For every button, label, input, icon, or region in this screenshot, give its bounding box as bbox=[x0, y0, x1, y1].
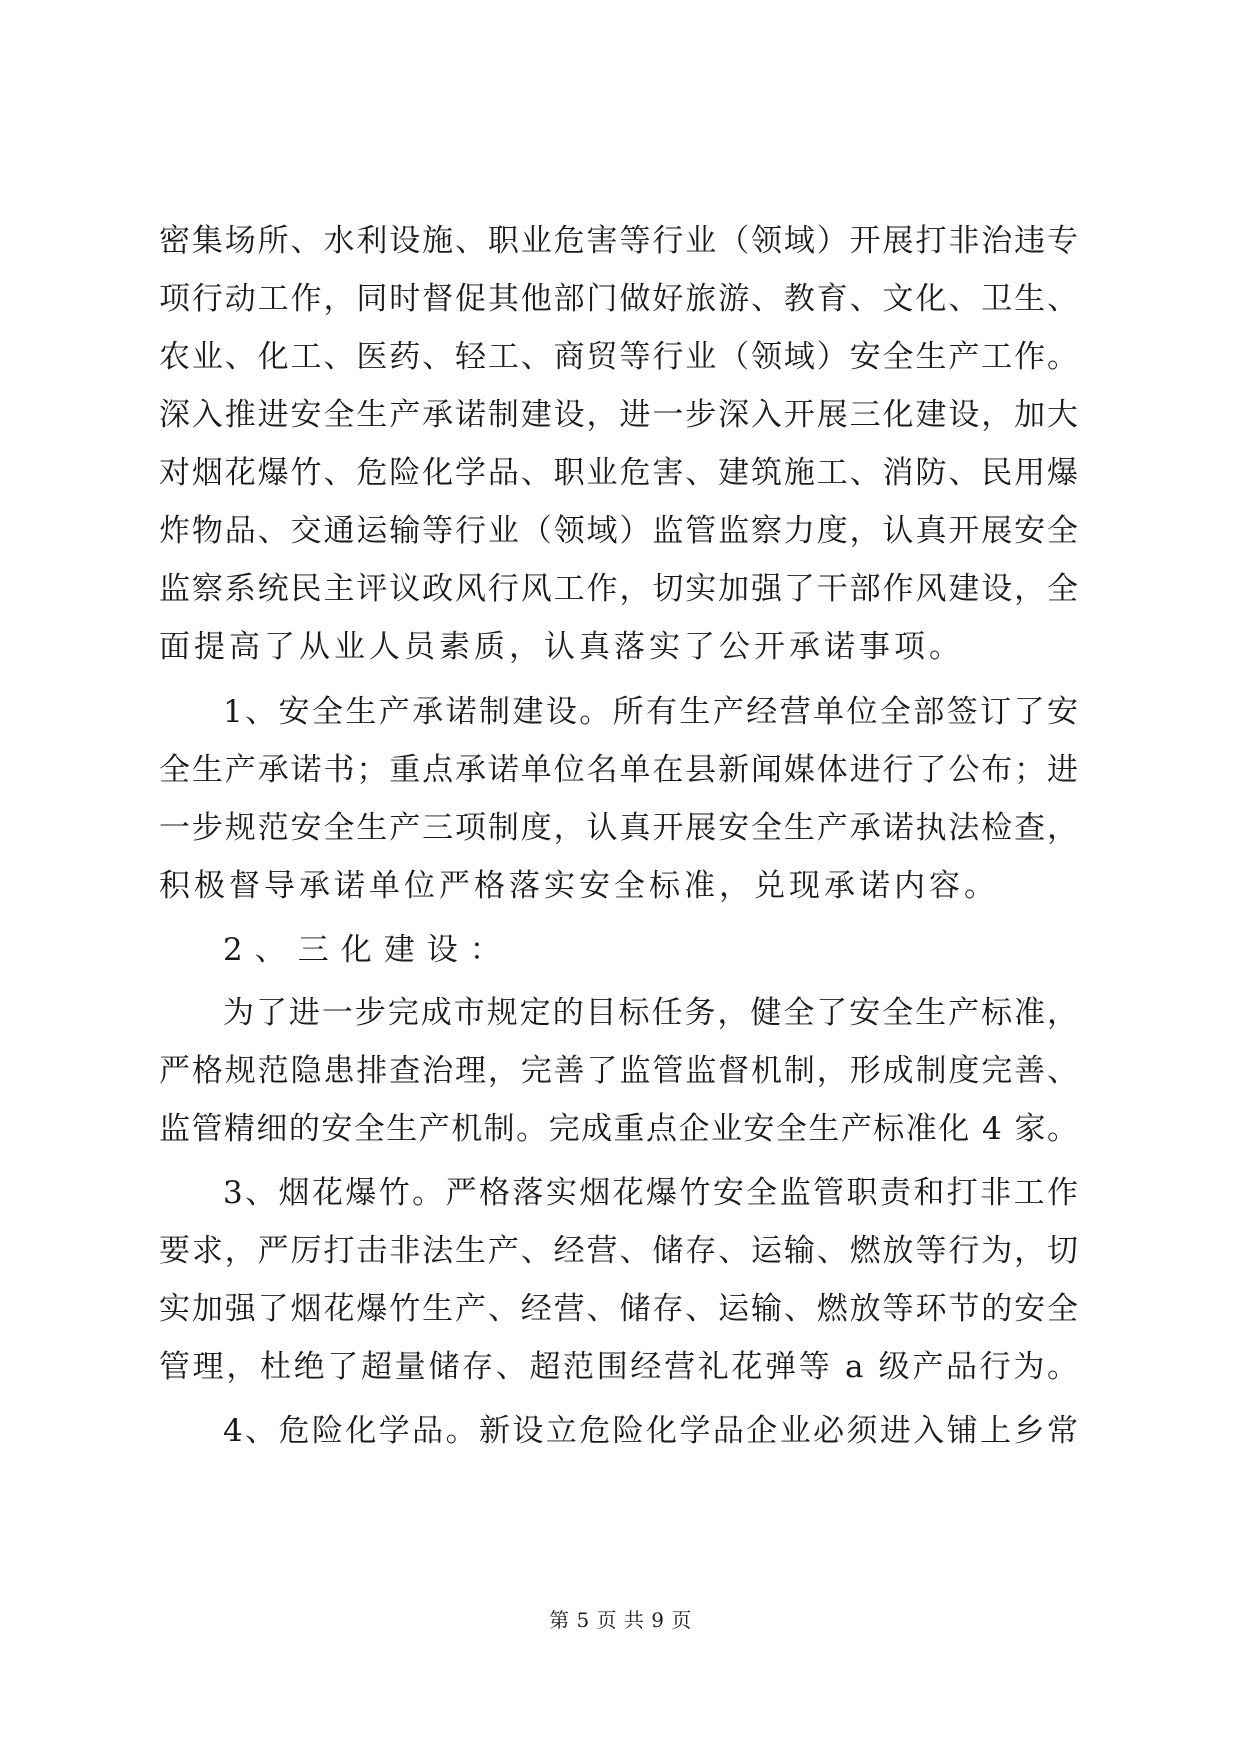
body-line bbox=[0, 269, 1241, 329]
body-line bbox=[0, 798, 1241, 858]
body-line bbox=[0, 211, 1241, 271]
line-text: 全生产承诺书；重点承诺单位名单在县新闻媒体进行了公布；进 bbox=[159, 752, 1080, 788]
body-line bbox=[0, 1163, 1241, 1223]
body-line bbox=[0, 1221, 1241, 1281]
line-text: 密集场所、水利设施、职业危害等行业（领域）开展打非治违专 bbox=[159, 223, 1080, 259]
line-text: 面提高了从业人员素质，认真落实了公开承诺事项。 bbox=[159, 629, 964, 665]
body-line bbox=[0, 559, 1241, 619]
body-line bbox=[0, 501, 1241, 561]
body-line bbox=[0, 1279, 1241, 1339]
body-line bbox=[0, 856, 1241, 916]
body-line bbox=[0, 983, 1241, 1043]
line-text: 深入推进安全生产承诺制建设，进一步深入开展三化建设，加大 bbox=[159, 397, 1080, 433]
body-line bbox=[0, 443, 1241, 503]
line-text: 农业、化工、医药、轻工、商贸等行业（领域）安全生产工作。 bbox=[159, 339, 1080, 375]
body-line bbox=[0, 740, 1241, 800]
line-text: 监察系统民主评议政风行风工作，切实加强了干部作风建设，全 bbox=[159, 571, 1080, 607]
line-text: 4、危险化学品。新设立危险化学品企业必须进入铺上乡常 bbox=[223, 1413, 1081, 1449]
body-line bbox=[0, 920, 1241, 980]
line-text: 3、烟花爆竹。严格落实烟花爆竹安全监管职责和打非工作 bbox=[223, 1175, 1081, 1211]
body-line bbox=[0, 1337, 1241, 1397]
line-text: 项行动工作，同时督促其他部门做好旅游、教育、文化、卫生、 bbox=[159, 281, 1080, 317]
line-text: 管理，杜绝了超量储存、超范围经营礼花弹等 a 级产品行为。 bbox=[159, 1349, 1081, 1385]
line-text: 2、三化建设： bbox=[223, 932, 513, 968]
line-text: 炸物品、交通运输等行业（领域）监管监察力度，认真开展安全 bbox=[159, 513, 1080, 549]
line-text: 一步规范安全生产三项制度，认真开展安全生产承诺执法检查， bbox=[159, 810, 1080, 846]
page-number-footer: 第 5 页 共 9 页 bbox=[549, 1608, 692, 1632]
body-line bbox=[0, 682, 1241, 742]
body-line bbox=[0, 1401, 1241, 1461]
body-line bbox=[0, 1099, 1241, 1159]
line-text: 严格规范隐患排查治理，完善了监管监督机制，形成制度完善、 bbox=[159, 1053, 1080, 1089]
line-text: 对烟花爆竹、危险化学品、职业危害、建筑施工、消防、民用爆 bbox=[159, 455, 1080, 491]
line-text: 1、安全生产承诺制建设。所有生产经营单位全部签订了安 bbox=[223, 694, 1081, 730]
body-line bbox=[0, 385, 1241, 445]
line-text: 为了进一步完成市规定的目标任务，健全了安全生产标准， bbox=[223, 995, 1080, 1031]
line-text: 积极督导承诺单位严格落实安全标准，兑现承诺内容。 bbox=[159, 868, 999, 904]
line-text: 监管精细的安全生产机制。完成重点企业安全生产标准化 4 家。 bbox=[159, 1111, 1080, 1147]
body-line bbox=[0, 327, 1241, 387]
line-text: 要求，严厉打击非法生产、经营、储存、运输、燃放等行为，切 bbox=[159, 1233, 1080, 1269]
body-line bbox=[0, 1041, 1241, 1101]
line-text: 实加强了烟花爆竹生产、经营、储存、运输、燃放等环节的安全 bbox=[159, 1291, 1080, 1327]
body-line bbox=[0, 617, 1241, 677]
